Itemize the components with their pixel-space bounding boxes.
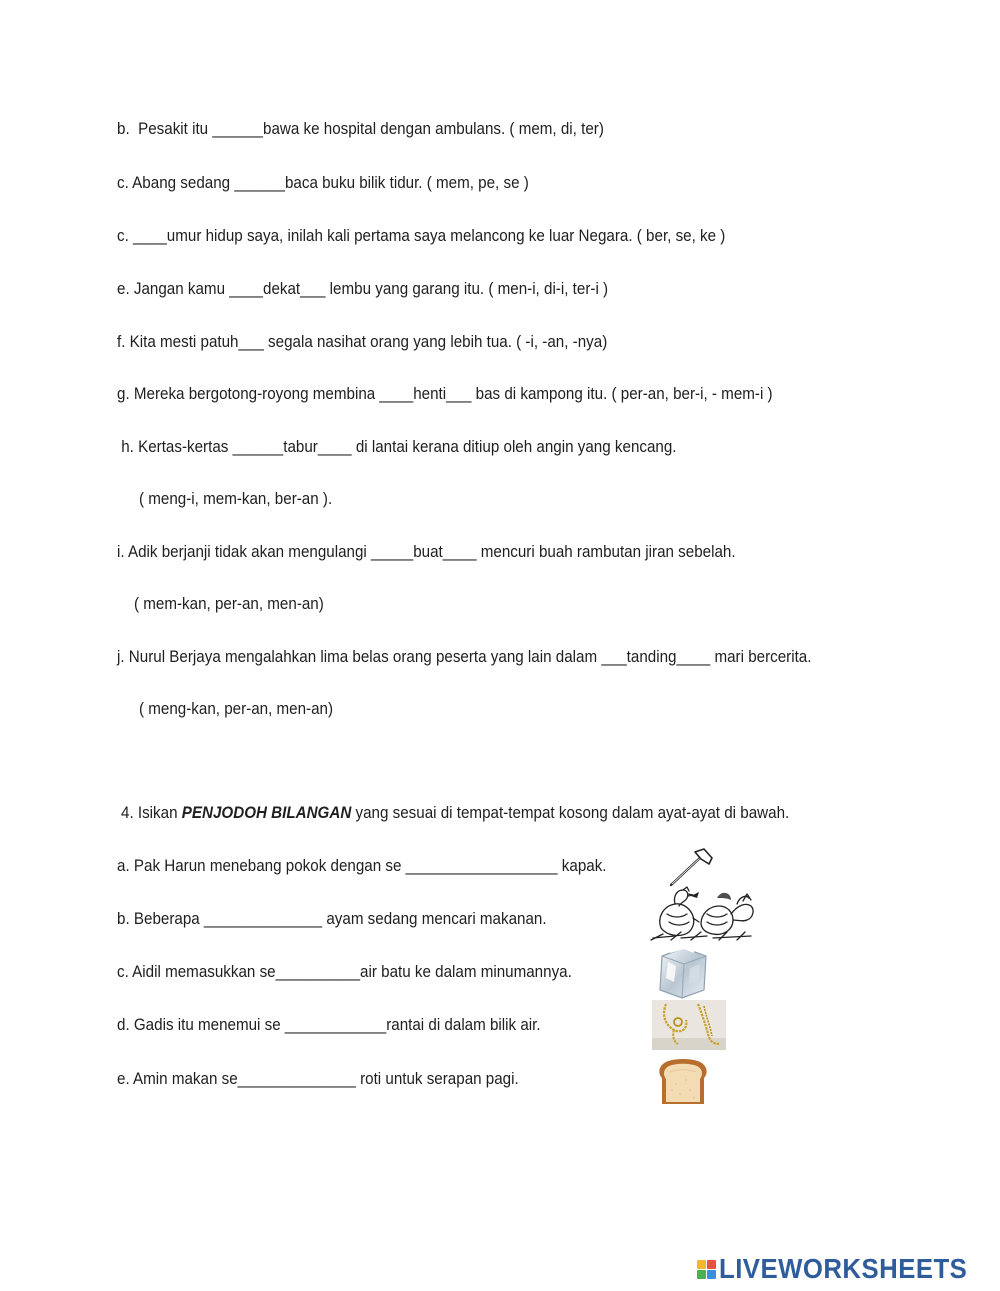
ice-cube-icon bbox=[654, 946, 710, 1000]
question-h-options: ( meng-i, mem-kan, ber-an ). bbox=[139, 490, 333, 508]
question-f: f. Kita mesti patuh___ segala nasihat orang yang lebih tua. ( -i, -an, -nya) bbox=[117, 333, 608, 351]
gold-chain-icon bbox=[652, 1000, 726, 1050]
question-j-options: ( meng-kan, per-an, men-an) bbox=[139, 700, 334, 718]
instruction-prefix: 4. Isikan bbox=[121, 804, 182, 822]
instruction-emphasis: PENJODOH BILANGAN bbox=[181, 804, 352, 822]
logo-cubes-icon bbox=[697, 1260, 716, 1279]
item-d: d. Gadis itu menemui se ____________rantai di dalam bilik air. bbox=[117, 1016, 541, 1034]
chickens-icon bbox=[647, 884, 759, 942]
question-c-1: c. Abang sedang ______baca buku bilik tidur. ( mem, pe, se ) bbox=[117, 174, 529, 192]
axe-icon bbox=[668, 848, 714, 888]
item-b: b. Beberapa ______________ ayam sedang mencari makanan. bbox=[117, 910, 547, 928]
liveworksheets-logo bbox=[697, 1252, 989, 1286]
question-b: b. Pesakit itu ______bawa ke hospital dengan ambulans. ( mem, di, ter) bbox=[117, 120, 604, 138]
question-i-options: ( mem-kan, per-an, men-an) bbox=[134, 595, 324, 613]
question-e: e. Jangan kamu ____dekat___ lembu yang garang itu. ( men-i, di-i, ter-i ) bbox=[117, 280, 609, 298]
logo-text: LIVEWORKSHEETS bbox=[719, 1253, 968, 1284]
item-a: a. Pak Harun menebang pokok dengan se __________________ kapak. bbox=[117, 857, 607, 875]
question-g: g. Mereka bergotong-royong membina ____henti___ bas di kampong itu. ( per-an, ber-i, - mem-i ) bbox=[117, 385, 773, 403]
question-c-2: c. ____umur hidup saya, inilah kali pertama saya melancong ke luar Negara. ( ber, se, ke ) bbox=[117, 227, 726, 245]
instruction-suffix: yang sesuai di tempat-tempat kosong dalam ayat-ayat di bawah. bbox=[351, 804, 790, 822]
question-h: h. Kertas-kertas ______tabur____ di lantai kerana ditiup oleh angin yang kencang. bbox=[117, 438, 677, 456]
question-j: j. Nurul Berjaya mengalahkan lima belas orang peserta yang lain dalam ___tanding____ mari bercerita. bbox=[117, 648, 812, 666]
section-4-instruction bbox=[121, 803, 789, 823]
item-c: c. Aidil memasukkan se__________air batu ke dalam minumannya. bbox=[117, 963, 572, 981]
bread-slice-icon bbox=[656, 1058, 710, 1108]
question-i: i. Adik berjanji tidak akan mengulangi _____buat____ mencuri buah rambutan jiran sebelah. bbox=[117, 543, 736, 561]
item-e: e. Amin makan se______________ roti untuk serapan pagi. bbox=[117, 1070, 519, 1088]
